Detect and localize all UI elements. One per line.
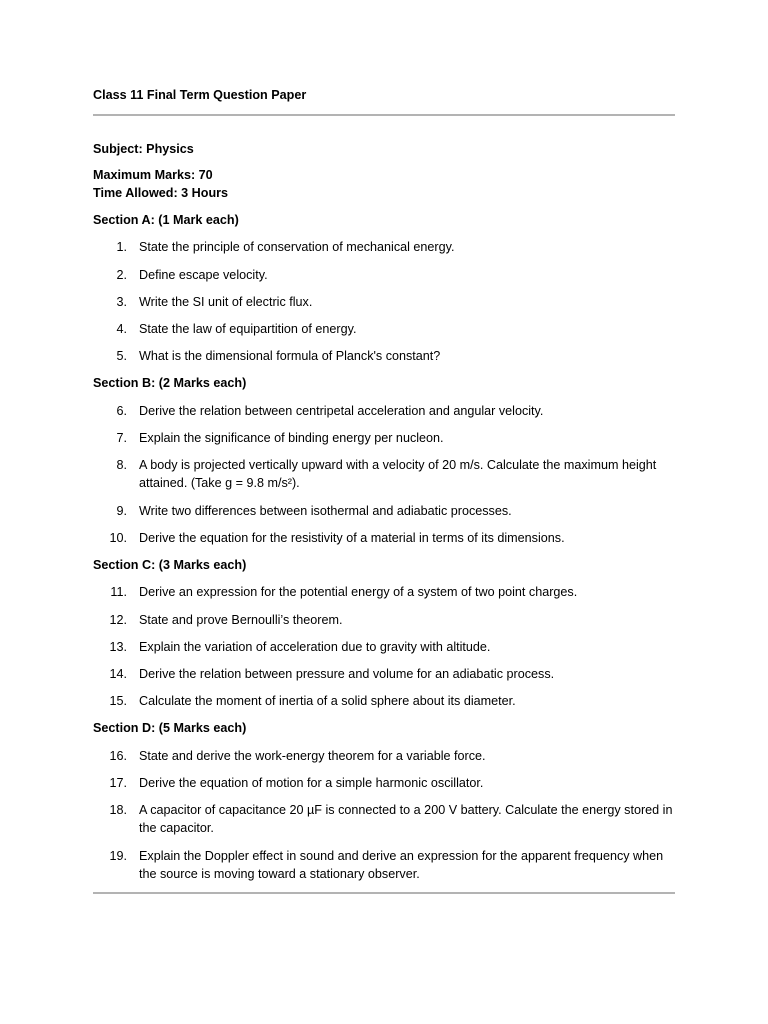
question-number: 9. (116, 503, 127, 518)
section-a-title: Section A: (1 Mark each) (93, 213, 239, 227)
question-text: State and derive the work-energy theorem for a variable force. (139, 748, 486, 763)
question-number: 19. (109, 848, 127, 863)
question-text: Write the SI unit of electric flux. (139, 294, 313, 309)
question-text: A capacitor of capacitance 20 µF is connected to a 200 V battery. Calculate the energy stored in the capacitor. (139, 803, 673, 836)
question-text: State the law of equipartition of energy. (139, 322, 357, 337)
question-number: 1. (116, 240, 127, 255)
question-text: Explain the variation of acceleration due to gravity with altitude. (139, 639, 491, 654)
question-item (93, 266, 675, 284)
question-text: Derive the relation between pressure and volume for an adiabatic process. (139, 667, 555, 682)
section-b-title: Section B: (2 Marks each) (93, 376, 247, 391)
question-text: Calculate the moment of inertia of a solid sphere about its diameter. (139, 694, 516, 709)
question-number: 11. (110, 585, 127, 600)
question-number: 17. (109, 776, 127, 791)
question-number: 5. (116, 349, 127, 364)
question-number: 6. (116, 403, 127, 418)
question-item (93, 320, 675, 338)
section-b-questions (93, 402, 675, 547)
question-number: 16. (109, 748, 127, 763)
question-item (93, 665, 675, 683)
bottom-divider (93, 892, 675, 894)
question-number: 15. (109, 694, 127, 709)
question-text: State the principle of conservation of mechanical energy. (139, 240, 455, 255)
question-number: 18. (109, 803, 127, 818)
section-c-questions (93, 583, 675, 710)
section-d-questions (93, 747, 675, 883)
question-item (93, 293, 675, 311)
question-text: Derive the equation for the resistivity of a material in terms of its dimensions. (139, 530, 565, 545)
question-item (93, 456, 675, 492)
document-title: Class 11 Final Term Question Paper (93, 88, 307, 102)
question-item (93, 529, 675, 547)
question-text: Explain the significance of binding energy per nucleon. (139, 431, 444, 446)
question-item (93, 774, 675, 792)
question-item (93, 502, 675, 520)
question-number: 14. (109, 667, 127, 682)
question-text: Derive the equation of motion for a simple harmonic oscillator. (139, 776, 484, 791)
section-d-title: Section D: (5 Marks each) (93, 721, 247, 736)
question-text: Write two differences between isothermal and adiabatic processes. (139, 503, 512, 518)
question-item (93, 611, 675, 629)
question-number: 13. (109, 639, 127, 654)
question-text: Explain the Doppler effect in sound and derive an expression for the apparent frequency when the source is moving toward a stationary observer. (139, 848, 664, 881)
question-item (93, 847, 675, 883)
question-number: 3. (116, 294, 127, 309)
question-text: A body is projected vertically upward with a velocity of 20 m/s. Calculate the maximum height attained. (Take g = 9.8 m/s²). (139, 458, 657, 491)
question-text: Derive the relation between centripetal acceleration and angular velocity. (139, 403, 544, 418)
document-page (93, 86, 675, 894)
time-allowed-line: Time Allowed: 3 Hours (93, 186, 229, 200)
question-item (93, 638, 675, 656)
question-number: 10. (109, 530, 127, 545)
question-item (93, 402, 675, 420)
question-number: 12. (109, 612, 127, 627)
max-marks-line: Maximum Marks: 70 (93, 168, 213, 182)
question-number: 7. (116, 431, 127, 446)
question-text: What is the dimensional formula of Planck's constant? (139, 349, 441, 364)
question-item (93, 801, 675, 837)
question-text: State and prove Bernoulli’s theorem. (139, 612, 343, 627)
section-c-title: Section C: (3 Marks each) (93, 557, 247, 572)
question-item (93, 429, 675, 447)
question-number: 4. (116, 322, 127, 337)
subject-line: Subject: Physics (93, 142, 194, 156)
question-number: 8. (116, 458, 127, 473)
section-a-questions (93, 238, 675, 365)
question-number: 2. (116, 267, 127, 282)
question-text: Define escape velocity. (139, 267, 268, 282)
title-divider (93, 114, 675, 116)
question-item (93, 347, 675, 365)
question-item (93, 238, 675, 256)
question-item (93, 692, 675, 710)
question-text: Derive an expression for the potential energy of a system of two point charges. (139, 585, 578, 600)
question-item (93, 747, 675, 765)
question-item (93, 583, 675, 601)
